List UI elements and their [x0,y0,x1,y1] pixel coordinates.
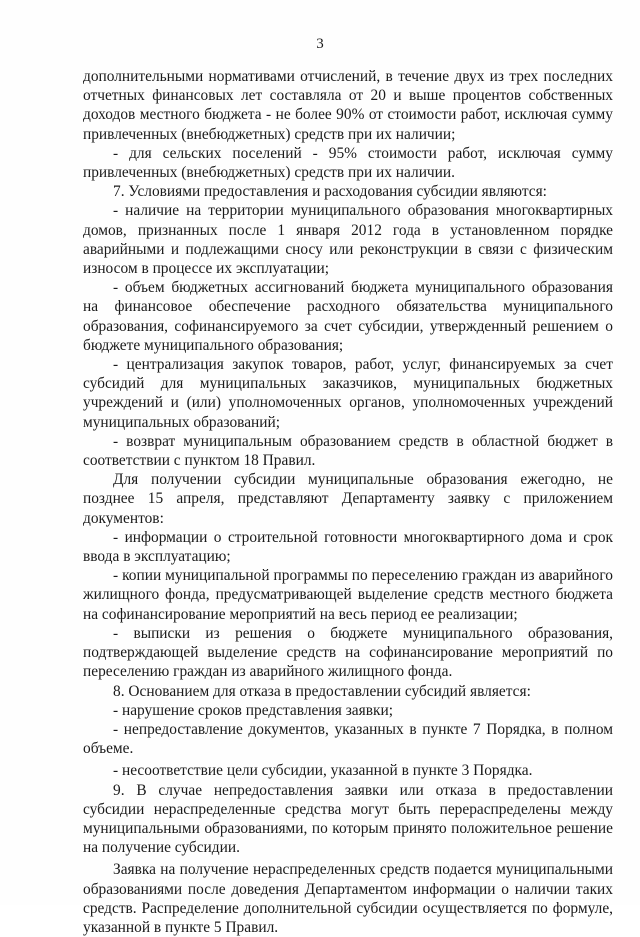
paragraph-condition-centralized-procurement: - централизация закупок товаров, работ, услуг, финансируемых за счет субсидий для муниципальных заказчиков, муниципальных бюджетных учреждений и (или) уполномоченных органов, уполномоченных учреждений муниципальных образований; [83,356,613,431]
paragraph-section-7-heading: 7. Условиями предоставления и расходования субсидии являются: [113,183,547,201]
page-number: 3 [316,36,324,52]
paragraph-section-9-redistribution: 9. В случае непредоставления заявки или отказа в предоставлении субсидии нераспределенные средства могут быть перераспределены между муниципальными образованиями, по которым принято положительное решение на получение субсидии. [83,781,613,857]
paragraph-rural-settlements: - для сельских поселений - 95% стоимости работ, исключая сумму привлеченных (внебюджетных) средств при их наличии. [83,144,613,182]
paragraph-refusal-missing-documents: - непредоставление документов, указанных в пункте 7 Порядка, в полном объеме. [83,720,613,758]
paragraph-condition-budget-allocations: - объем бюджетных ассигнований бюджета муниципального образования на финансовое обеспечение расходного обязательства муниципального образования, софинансируемого за счет субсидии, утвержденный решением о бюджете муниципального образования; [83,279,613,354]
paragraph-doc-resettlement-program: - копии муниципальной программы по переселению граждан из аварийного жилищного фонда, предусматривающей выделение средств местного бюджета на софинансирование мероприятий на весь период ее реализации; [83,567,613,623]
paragraph-refusal-deadline-violation: - нарушение сроков представления заявки; [113,701,393,719]
paragraph-section-8-heading: 8. Основанием для отказа в предоставлении субсидий является: [113,682,531,700]
paragraph-doc-budget-extract: - выписки из решения о бюджете муниципального образования, подтверждающей выделение средств на софинансирование мероприятий по переселению граждан из аварийного жилищного фонда. [83,624,613,681]
paragraph-subsidy-share-continued: дополнительными нормативами отчислений, в течение двух из трех последних отчетных финансовых лет составляла от 20 и выше процентов собственных доходов местного бюджета - не более 90% от стоимости работ, исключая сумму привлеченных (внебюджетных) средств при их наличии; [83,68,613,143]
paragraph-condition-refund: - возврат муниципальным образованием средств в областной бюджет в соответствии с пунктом 18 Правил. [83,432,613,470]
paragraph-application-deadline: Для получении субсидии муниципальные образования ежегодно, не позднее 15 апреля, представляют Департаменту заявку с приложением документов: [83,471,613,527]
paragraph-undistributed-funds-application: Заявка на получение нераспределенных средств подается муниципальными образованиями после доведения Департаментом информации о наличии таких средств. Распределение дополнительной субсидии осуществляется по формуле, указанной в пункте 5 Правил. [83,861,613,936]
document-body [83,67,613,937]
paragraph-doc-construction-readiness: - информации о строительной готовности многоквартирного дома и срок ввода в эксплуатацию; [83,528,613,566]
paragraph-condition-emergency-houses: - наличие на территории муниципального образования многоквартирных домов, признанных после 1 января 2012 года в установленном порядке аварийными и подлежащими сносу или реконструкции в связи с физическим износом в процессе их эксплуатации; [83,202,613,278]
paragraph-refusal-purpose-mismatch: - несоответствие цели субсидии, указанной в пункте 3 Порядка. [113,762,533,780]
